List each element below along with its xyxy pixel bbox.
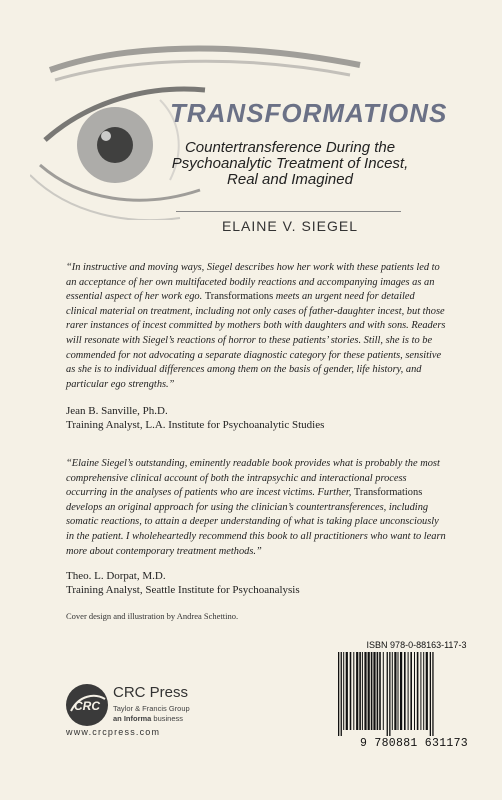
crc-logo	[65, 683, 109, 727]
barcode-bar	[379, 652, 381, 730]
reviewer-name: Theo. L. Dorpat, M.D.	[66, 570, 166, 582]
subtitle-line: Countertransference During the	[184, 139, 396, 156]
barcode-bar	[404, 652, 406, 730]
reviewer-affiliation: Training Analyst, Seattle Institute for Psychoanalysis	[66, 584, 300, 596]
cover-credit: Cover design and illustration by Andrea Schettino.	[66, 611, 239, 621]
barcode-bar	[410, 652, 412, 730]
isbn-label: ISBN 978-0-88163-117-3	[366, 640, 467, 650]
barcode-bar	[373, 652, 375, 730]
barcode-bar	[383, 652, 384, 730]
eye-illustration	[30, 40, 470, 220]
isbn-barcode	[334, 652, 499, 736]
subtitle-line: Real and Imagined	[227, 171, 353, 188]
barcode-bar	[398, 652, 399, 730]
publisher-group: Taylor & Francis Group	[113, 704, 190, 713]
barcode-bar	[377, 652, 379, 730]
book-subtitle	[170, 140, 410, 188]
barcode-bar	[392, 652, 393, 730]
barcode-bar	[362, 652, 363, 730]
book-title: TRANSFORMATIONS	[170, 98, 448, 128]
barcode-bar	[341, 652, 342, 736]
reviewer-1	[66, 404, 446, 432]
informa-rest: business	[151, 714, 184, 723]
quote-book-name: Transformations	[353, 487, 423, 499]
title-divider	[176, 211, 401, 212]
publisher-informa	[113, 714, 183, 723]
barcode-bar	[408, 652, 409, 730]
reviewer-2	[66, 569, 446, 597]
barcode-bar	[414, 652, 415, 730]
review-quote-1	[66, 261, 446, 392]
barcode-bar	[387, 652, 388, 736]
subtitle-line: Psychoanalytic Treatment of Incest,	[171, 155, 409, 172]
barcode-bar	[356, 652, 358, 730]
barcode-bar	[394, 652, 396, 730]
barcode-bar	[420, 652, 421, 730]
review-quote-2	[66, 457, 446, 559]
barcode-bar	[430, 652, 431, 736]
barcode-bar	[368, 652, 370, 730]
barcode-bar	[389, 652, 390, 736]
barcode-bar	[346, 652, 348, 730]
barcode-bar	[364, 652, 366, 730]
quote-text: develops an original approach for using the clinician’s countertransferences, including somatic reactions, to attain a deeper understanding of what is taking place unconsciously in the patient. I wholeheartedly recommend this book to all practitioners who want to learn more about contemporary treatment methods.”	[66, 501, 446, 557]
reviewer-affiliation: Training Analyst, L.A. Institute for Psychoanalytic Studies	[66, 419, 325, 431]
quote-book-name: Transformations	[204, 291, 274, 303]
barcode-bar	[359, 652, 361, 730]
quote-text: “In instructive and moving ways, Siegel describes how her work with these patients led to an acceptance of her own multifaceted bodily reactions and accompanying images as an essential aspect of her work ego.	[66, 262, 440, 303]
reviewer-name: Jean B. Sanville, Ph.D.	[66, 405, 168, 417]
quote-text: “Elaine Siegel’s outstanding, eminently readable book provides what is probably the most comprehensive clinical account of both the intrapsychic and interactional process occurring in the analyses of patients who are incest victims. Further,	[66, 458, 440, 499]
barcode-bar	[343, 652, 344, 730]
publisher-name: CRC Press	[113, 684, 189, 701]
barcode-bar	[350, 652, 352, 730]
barcode-bar	[353, 652, 354, 730]
ean-digits: 9 780881 631173	[359, 737, 469, 750]
quote-text: meets an urgent need for detailed clinical material on treatment, including not only cases of father-daughter incest, but those rarer instances of incest committed by mothers both with daughters and with sons. Readers will resonate with Siegel’s reactions of horror to these patients’ stories. Still, she is to be commended for not advocating a separate diagnostic category for these patients, sensitive as she is to individual differences among them on the basis of gender, life history, and particular ego strengths.”	[66, 291, 446, 390]
crc-logo-text: CRC	[74, 699, 100, 713]
barcode-bar	[423, 652, 424, 730]
barcode-bar	[417, 652, 419, 730]
barcode-bar	[426, 652, 428, 730]
book-author: ELAINE V. SIEGEL	[221, 218, 359, 234]
barcode-bar	[432, 652, 433, 736]
barcode-bar	[338, 652, 339, 736]
barcode-bar	[371, 652, 373, 730]
informa-bold: an Informa	[113, 714, 152, 723]
publisher-url[interactable]: www.crcpress.com	[66, 727, 161, 737]
barcode-bar	[400, 652, 402, 730]
